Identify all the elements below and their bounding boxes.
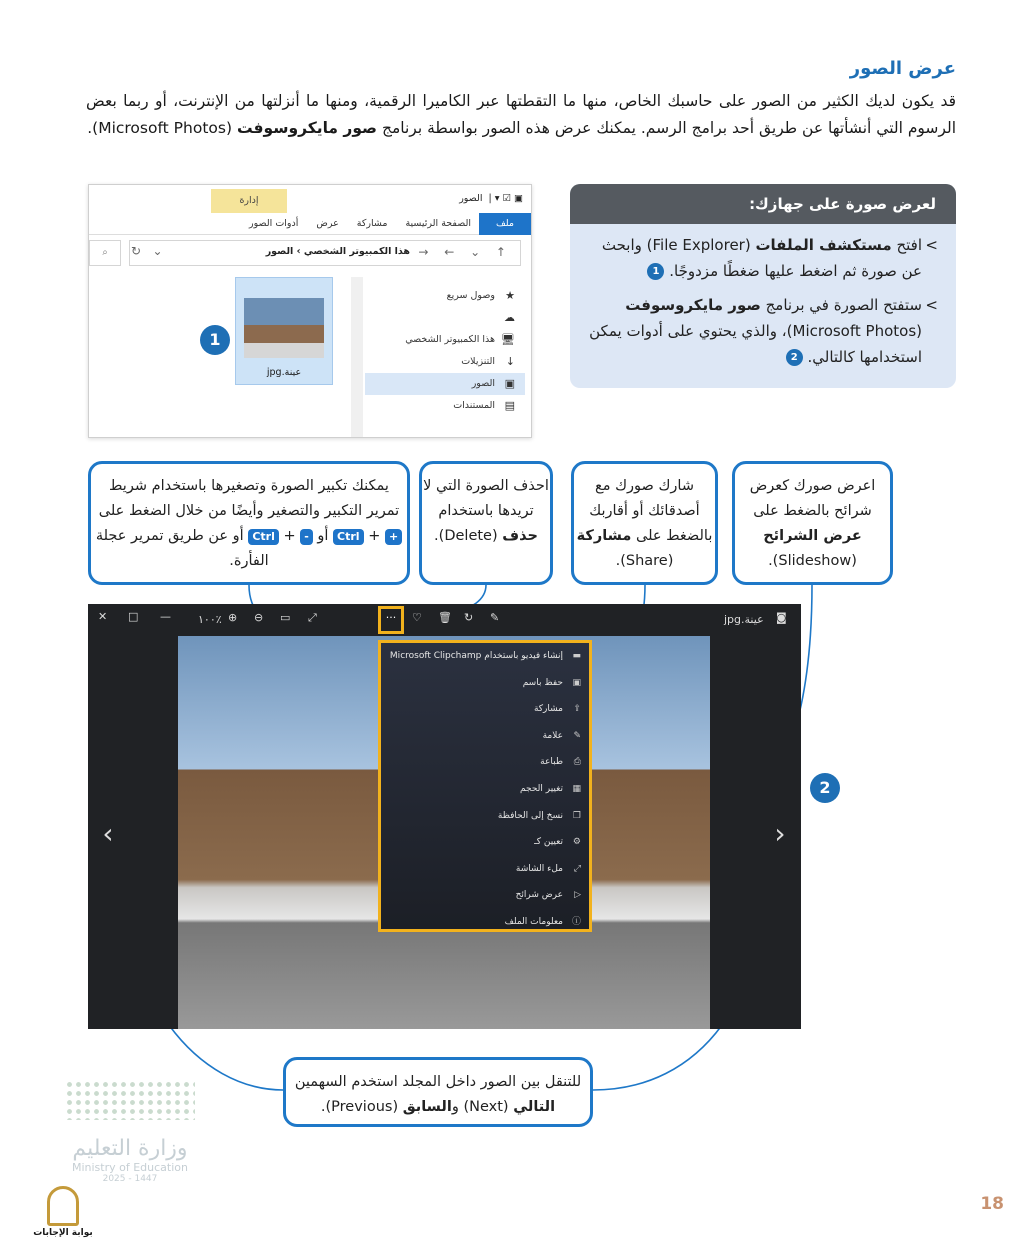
- menu-item-print[interactable]: ⎙ طباعة: [381, 749, 589, 776]
- marker-1: 1: [200, 325, 230, 355]
- answers-portal-badge: بوابة الإجابات: [28, 1186, 98, 1246]
- search-icon[interactable]: ⌕: [89, 240, 121, 266]
- resize-icon: ▦: [572, 783, 581, 794]
- logo-dots-icon: [65, 1080, 195, 1120]
- window-title: الصور: [459, 193, 483, 204]
- more-options-menu: [378, 640, 592, 932]
- menu-item-copy[interactable]: ❐ نسخ إلى الحافظة: [381, 803, 589, 830]
- intro-bold: صور مايكروسوفت: [236, 119, 378, 137]
- key-ctrl: Ctrl: [248, 529, 279, 545]
- zoom-in-icon[interactable]: ⊕: [228, 611, 238, 624]
- maximize-icon[interactable]: □: [128, 610, 139, 623]
- portal-icon: [47, 1186, 79, 1226]
- zoom-out-icon[interactable]: ⊖: [254, 611, 264, 624]
- section-title: عرض الصور: [849, 58, 956, 79]
- rotate-icon[interactable]: ↻: [464, 611, 474, 624]
- photos-toolbar: [88, 604, 801, 636]
- callout-zoom: يمكنك تكبير الصورة وتصغيرها باستخدام شريط تمرير التكبير والتصغير وأيضًا من خلال الضغط على + + Ctrl أو - + Ctrl أو عن طريق تمرير عجلة الفأرة.: [88, 461, 410, 585]
- pictures-icon: ▣: [504, 377, 515, 390]
- computer-icon: 🖥: [501, 333, 515, 346]
- logo-year: 2025 - 1447: [102, 1174, 158, 1184]
- settings-icon: ⚙: [572, 837, 581, 848]
- app-icon: ▣ ☑ ▾ |: [488, 193, 523, 204]
- minimize-icon[interactable]: —: [160, 610, 171, 623]
- callout-slideshow: اعرض صورك كعرض شرائح بالضغط على عرض الشرائح (Slideshow).: [732, 461, 893, 585]
- logo-english: Ministry of Education: [71, 1161, 188, 1174]
- download-icon: ↓: [505, 355, 515, 368]
- delete-icon[interactable]: 🗑: [438, 611, 452, 624]
- menu-item-set-as[interactable]: ⚙ تعيين كـ: [381, 829, 589, 856]
- refresh-icon[interactable]: ↻ ⌄: [131, 244, 163, 258]
- nav-item-documents[interactable]: ▤ المستندات: [365, 395, 525, 417]
- star-icon: ★: [505, 289, 515, 302]
- tab-home[interactable]: الصفحة الرئيسية: [405, 218, 471, 229]
- edit-icon[interactable]: ✎: [490, 611, 500, 624]
- callout-delete: احذف الصورة التي لا تريدها باستخدام حذف (Delete).: [419, 461, 553, 585]
- intro-part1: قد يكون لديك الكثير من الصور على حاسبك الخاص، منها ما التقطتها عبر الكاميرا الرقمية، ومنها ما أنزلتها من الإنترنت، أو ربما بعض الرسوم التي أنشأتها عن طريق أحد برامج الرسم. يمكنك عرض هذه الصور بواسطة برنامج: [86, 92, 956, 137]
- menu-item-mark[interactable]: ✎ علامة: [381, 723, 589, 750]
- intro-part2: (Microsoft Photos).: [87, 119, 237, 137]
- address-path: هذا الكمبيوتر الشخصي › الصور: [265, 246, 410, 257]
- tab-picture-tools[interactable]: أدوات الصور: [249, 218, 299, 229]
- menu-item-resize[interactable]: ▦ تغيير الحجم: [381, 776, 589, 803]
- photos-app-window: [88, 604, 801, 1029]
- nav-item-pictures[interactable]: ▣ الصور: [365, 373, 525, 395]
- nav-item-this-pc[interactable]: 🖥 هذا الكمبيوتر الشخصي: [365, 329, 525, 351]
- print-icon: ⎙: [573, 757, 581, 768]
- menu-item-share[interactable]: ⇪ مشاركة: [381, 696, 589, 723]
- marker-2: 2: [810, 773, 840, 803]
- copy-icon: ❐: [572, 810, 581, 821]
- fullscreen-icon[interactable]: ⤢: [308, 611, 317, 624]
- callout-navigate: للتنقل بين الصور داخل المجلد استخدم السهمين التالي (Next) والسابق (Previous).: [283, 1057, 593, 1127]
- zoom-level: ١٠٠٪: [198, 613, 222, 626]
- share-icon: ⇪: [573, 704, 581, 715]
- pen-icon: ✎: [573, 730, 581, 741]
- tab-share[interactable]: مشاركة: [356, 218, 388, 229]
- step-number-2: 2: [786, 349, 803, 366]
- menu-item-clipchamp[interactable]: ▬ إنشاء فيديو باستخدام Microsoft Clipchamp: [381, 643, 589, 670]
- key-plus: +: [385, 529, 402, 545]
- manage-tab[interactable]: إدارة: [211, 189, 287, 213]
- save-icon: ▣: [572, 677, 581, 688]
- instruction-step-2: > ستفتح الصورة في برنامج صور مايكروسوفت (Microsoft Photos)، والذي يحتوي على أدوات يمكن استخدامها كالتالي. 2: [586, 292, 922, 370]
- cloud-icon: ☁: [504, 311, 515, 324]
- nav-item-downloads[interactable]: ↓ التنزيلات: [365, 351, 525, 373]
- play-icon: ▷: [574, 890, 581, 901]
- info-icon: ⓘ: [571, 916, 581, 927]
- callout-share: شارك صورك مع أصدقائك أو أقاربك بالضغط على مشاركة (Share).: [571, 461, 718, 585]
- next-arrow-icon[interactable]: ›: [774, 817, 786, 850]
- menu-item-slideshow[interactable]: ▷ عرض شرائح: [381, 882, 589, 909]
- gallery-icon[interactable]: ◙: [776, 611, 787, 624]
- expand-icon: ⤢: [573, 863, 581, 874]
- photo-file-name: عينة.jpg: [724, 613, 764, 626]
- favorite-icon[interactable]: ♡: [412, 611, 422, 624]
- video-icon: ▬: [572, 651, 581, 661]
- documents-icon: ▤: [504, 399, 515, 412]
- menu-item-save-as[interactable]: ▣ حفظ باسم: [381, 670, 589, 697]
- ministry-logo: [60, 1080, 200, 1190]
- actual-size-icon[interactable]: ▭: [280, 611, 291, 624]
- logo-arabic: وزارة التعليم: [72, 1136, 188, 1161]
- previous-arrow-icon[interactable]: ‹: [102, 817, 114, 850]
- nav-item-quick-access[interactable]: ★ وصول سريع: [365, 285, 525, 307]
- file-tab[interactable]: ملف: [479, 213, 531, 235]
- step-number-1: 1: [647, 263, 664, 280]
- key-ctrl: Ctrl: [333, 529, 364, 545]
- page-number: 18: [980, 1194, 1004, 1214]
- menu-item-file-info[interactable]: ⓘ معلومات الملف: [381, 909, 589, 936]
- nav-arrows-icon[interactable]: → ← ⌄ ↑: [418, 245, 512, 259]
- menu-item-fullscreen[interactable]: ⤢ ملء الشاشة: [381, 856, 589, 883]
- instruction-step-1: > افتح مستكشف الملفات (File Explorer) وابحث عن صورة ثم اضغط عليها ضغطًا مزدوجًا. 1: [586, 232, 922, 284]
- instruction-header: لعرض صورة على جهازك:: [570, 184, 956, 224]
- key-minus: -: [300, 529, 313, 545]
- tab-view[interactable]: عرض: [316, 218, 339, 229]
- more-options-button[interactable]: ···: [378, 606, 404, 634]
- close-icon[interactable]: ✕: [98, 610, 108, 623]
- thumbnail-caption: عينة.jpg: [266, 367, 302, 378]
